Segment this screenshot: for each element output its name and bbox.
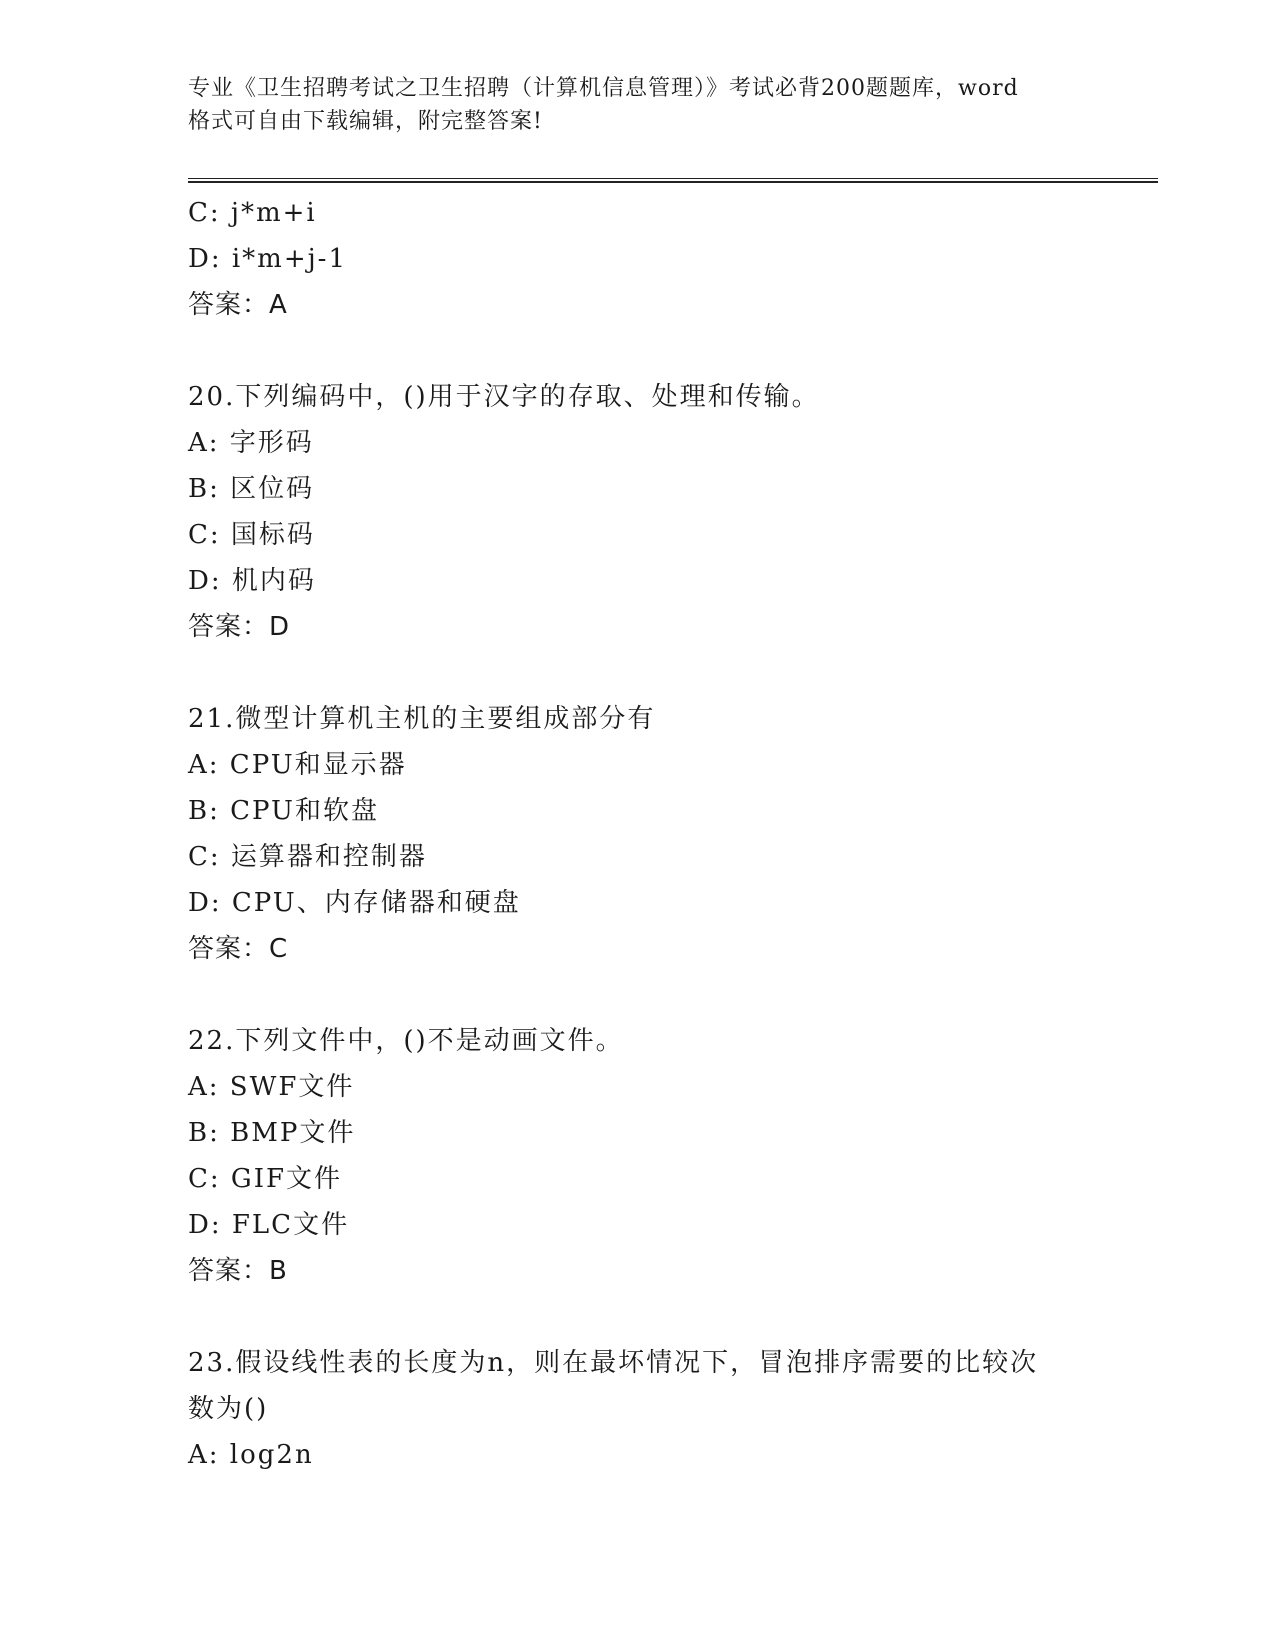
- option-c: C: j*m+i: [188, 198, 317, 228]
- header-line-2: 格式可自由下载编辑，附完整答案!: [188, 109, 543, 134]
- question-22: [188, 1018, 1088, 1294]
- answer-line: 答案：A: [188, 290, 288, 320]
- answer-line: 答案：D: [188, 612, 291, 642]
- option-c: C: 国标码: [188, 520, 315, 550]
- header-line-1: 专业《卫生招聘考试之卫生招聘（计算机信息管理）》考试必背200题题库，word: [188, 76, 1019, 101]
- question-21: [188, 696, 1088, 972]
- question-stem-line-2: 数为(): [188, 1394, 269, 1424]
- spacer: [188, 328, 1088, 374]
- option-d: D: FLC文件: [188, 1210, 350, 1240]
- option-d: D: i*m+j-1: [188, 244, 348, 274]
- question-23: [188, 1340, 1088, 1478]
- document-header: [188, 72, 1088, 138]
- option-d: D: CPU、内存储器和硬盘: [188, 888, 521, 918]
- question-20: [188, 374, 1088, 650]
- question-stem: 22.下列文件中，()不是动画文件。: [188, 1026, 624, 1056]
- option-b: B: CPU和软盘: [188, 796, 379, 826]
- spacer: [188, 972, 1088, 1018]
- option-c: C: 运算器和控制器: [188, 842, 427, 872]
- question-list: [188, 190, 1088, 1478]
- answer-line: 答案：C: [188, 934, 289, 964]
- answer-line: 答案：B: [188, 1256, 288, 1286]
- spacer: [188, 1294, 1088, 1340]
- question-stem: 21.微型计算机主机的主要组成部分有: [188, 704, 656, 734]
- header-divider: [188, 178, 1158, 183]
- question-stem-line-1: 23.假设线性表的长度为n，则在最坏情况下，冒泡排序需要的比较次: [188, 1348, 1039, 1378]
- question-stem: 20.下列编码中，()用于汉字的存取、处理和传输。: [188, 382, 820, 412]
- option-d: D: 机内码: [188, 566, 316, 596]
- spacer: [188, 650, 1088, 696]
- option-b: B: 区位码: [188, 474, 315, 504]
- option-a: A: CPU和显示器: [188, 750, 407, 780]
- question-19-tail: [188, 190, 1088, 328]
- option-a: A: log2n: [188, 1440, 314, 1470]
- option-b: B: BMP文件: [188, 1118, 356, 1148]
- option-c: C: GIF文件: [188, 1164, 342, 1194]
- option-a: A: 字形码: [188, 428, 314, 458]
- option-a: A: SWF文件: [188, 1072, 355, 1102]
